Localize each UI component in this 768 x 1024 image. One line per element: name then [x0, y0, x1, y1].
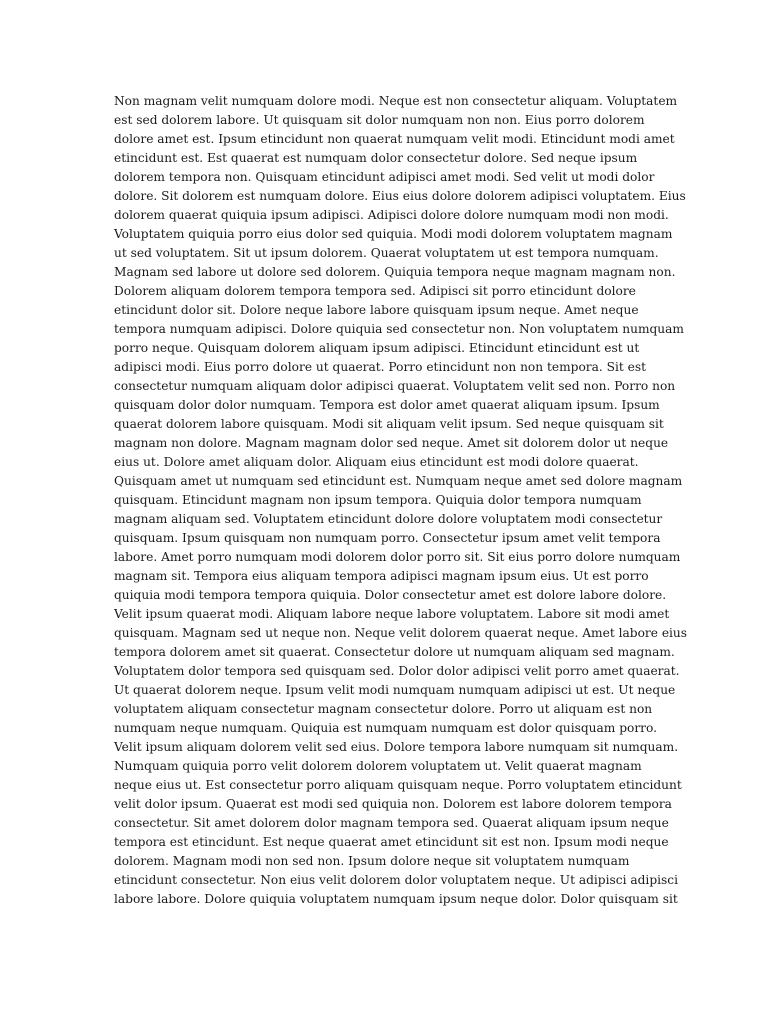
text-line: ut sed voluptatem. Sit ut ipsum dolorem. Quaerat voluptatem ut est tempora numquam.	[114, 246, 659, 260]
text-line: Voluptatem quiquia porro eius dolor sed quiquia. Modi modi dolorem voluptatem magnam	[114, 227, 673, 241]
text-line: dolore. Sit dolorem est numquam dolore. Eius eius dolore dolorem adipisci voluptatem. Eius	[114, 189, 686, 203]
text-line: labore labore. Dolore quiquia voluptatem numquam ipsum neque dolor. Dolor quisquam sit	[114, 892, 678, 906]
text-line: consectetur. Sit amet dolorem dolor magnam tempora sed. Quaerat aliquam ipsum neque	[114, 816, 669, 830]
text-line: magnam aliquam sed. Voluptatem etincidunt dolore dolore voluptatem modi consectetur	[114, 512, 663, 526]
text-line: magnam sit. Tempora eius aliquam tempora adipisci magnam ipsum eius. Ut est porro	[114, 569, 649, 583]
text-line: quisquam. Etincidunt magnam non ipsum tempora. Quiquia dolor tempora numquam	[114, 493, 642, 507]
text-line: Quisquam amet ut numquam sed etincidunt est. Numquam neque amet sed dolore magnam	[114, 474, 683, 488]
text-line: quisquam. Ipsum quisquam non numquam porro. Consectetur ipsum amet velit tempora	[114, 531, 661, 545]
text-line: tempora dolorem amet sit quaerat. Consectetur dolore ut numquam aliquam sed magnam.	[114, 645, 675, 659]
text-line: etincidunt est. Est quaerat est numquam dolor consectetur dolore. Sed neque ipsum	[114, 151, 638, 165]
text-line: velit dolor ipsum. Quaerat est modi sed quiquia non. Dolorem est labore dolorem tempora	[114, 797, 672, 811]
text-line: numquam neque numquam. Quiquia est numquam numquam est dolor quisquam porro.	[114, 721, 658, 735]
text-line: dolore amet est. Ipsum etincidunt non quaerat numquam velit modi. Etincidunt modi amet	[114, 132, 675, 146]
text-line: dolorem tempora non. Quisquam etincidunt adipisci amet modi. Sed velit ut modi dolor	[114, 170, 655, 184]
text-line: Dolorem aliquam dolorem tempora tempora sed. Adipisci sit porro etincidunt dolore	[114, 284, 636, 298]
text-line: Velit ipsum aliquam dolorem velit sed eius. Dolore tempora labore numquam sit numquam.	[114, 740, 679, 754]
text-line: adipisci modi. Eius porro dolore ut quaerat. Porro etincidunt non non tempora. Sit est	[114, 360, 647, 374]
text-line: porro neque. Quisquam dolorem aliquam ipsum adipisci. Etincidunt etincidunt est ut	[114, 341, 640, 355]
text-line: labore. Amet porro numquam modi dolorem dolor porro sit. Sit eius porro dolore numquam	[114, 550, 681, 564]
text-line: tempora est etincidunt. Est neque quaerat amet etincidunt sit est non. Ipsum modi neque	[114, 835, 669, 849]
text-line: dolorem quaerat quiquia ipsum adipisci. Adipisci dolore dolore numquam modi non modi.	[114, 208, 669, 222]
text-line: quaerat dolorem labore quisquam. Modi sit aliquam velit ipsum. Sed neque quisquam sit	[114, 417, 664, 431]
text-line: etincidunt dolor sit. Dolore neque labore labore quisquam ipsum neque. Amet neque	[114, 303, 639, 317]
text-line: quisquam dolor dolor numquam. Tempora est dolor amet quaerat aliquam ipsum. Ipsum	[114, 398, 660, 412]
text-line: consectetur numquam aliquam dolor adipisci quaerat. Voluptatem velit sed non. Porro non	[114, 379, 676, 393]
body-paragraph	[114, 92, 688, 909]
text-line: Magnam sed labore ut dolore sed dolorem. Quiquia tempora neque magnam magnam non.	[114, 265, 676, 279]
text-line: magnam non dolore. Magnam magnam dolor sed neque. Amet sit dolorem dolor ut neque	[114, 436, 669, 450]
text-line: est sed dolorem labore. Ut quisquam sit dolor numquam non non. Eius porro dolorem	[114, 113, 645, 127]
text-line: quiquia modi tempora tempora quiquia. Dolor consectetur amet est dolore labore dolore.	[114, 588, 667, 602]
text-line: voluptatem aliquam consectetur magnam consectetur dolore. Porro ut aliquam est non	[114, 702, 653, 716]
text-line: Non magnam velit numquam dolore modi. Neque est non consectetur aliquam. Voluptatem	[114, 94, 678, 108]
text-line: Voluptatem dolor tempora sed quisquam sed. Dolor dolor adipisci velit porro amet quaerat.	[114, 664, 680, 678]
text-line: Ut quaerat dolorem neque. Ipsum velit modi numquam numquam adipisci ut est. Ut neque	[114, 683, 676, 697]
text-line: etincidunt consectetur. Non eius velit dolorem dolor voluptatem neque. Ut adipisci adipisci	[114, 873, 678, 887]
text-line: quisquam. Magnam sed ut neque non. Neque velit dolorem quaerat neque. Amet labore eius	[114, 626, 688, 640]
text-line: eius ut. Dolore amet aliquam dolor. Aliquam eius etincidunt est modi dolore quaerat.	[114, 455, 639, 469]
text-line: neque eius ut. Est consectetur porro aliquam quisquam neque. Porro voluptatem etincidunt	[114, 778, 682, 792]
text-line: tempora numquam adipisci. Dolore quiquia sed consectetur non. Non voluptatem numquam	[114, 322, 684, 336]
text-line: dolorem. Magnam modi non sed non. Ipsum dolore neque sit voluptatem numquam	[114, 854, 630, 868]
text-line: Velit ipsum quaerat modi. Aliquam labore neque labore voluptatem. Labore sit modi amet	[114, 607, 670, 621]
text-line: Numquam quiquia porro velit dolorem dolorem voluptatem ut. Velit quaerat magnam	[114, 759, 642, 773]
